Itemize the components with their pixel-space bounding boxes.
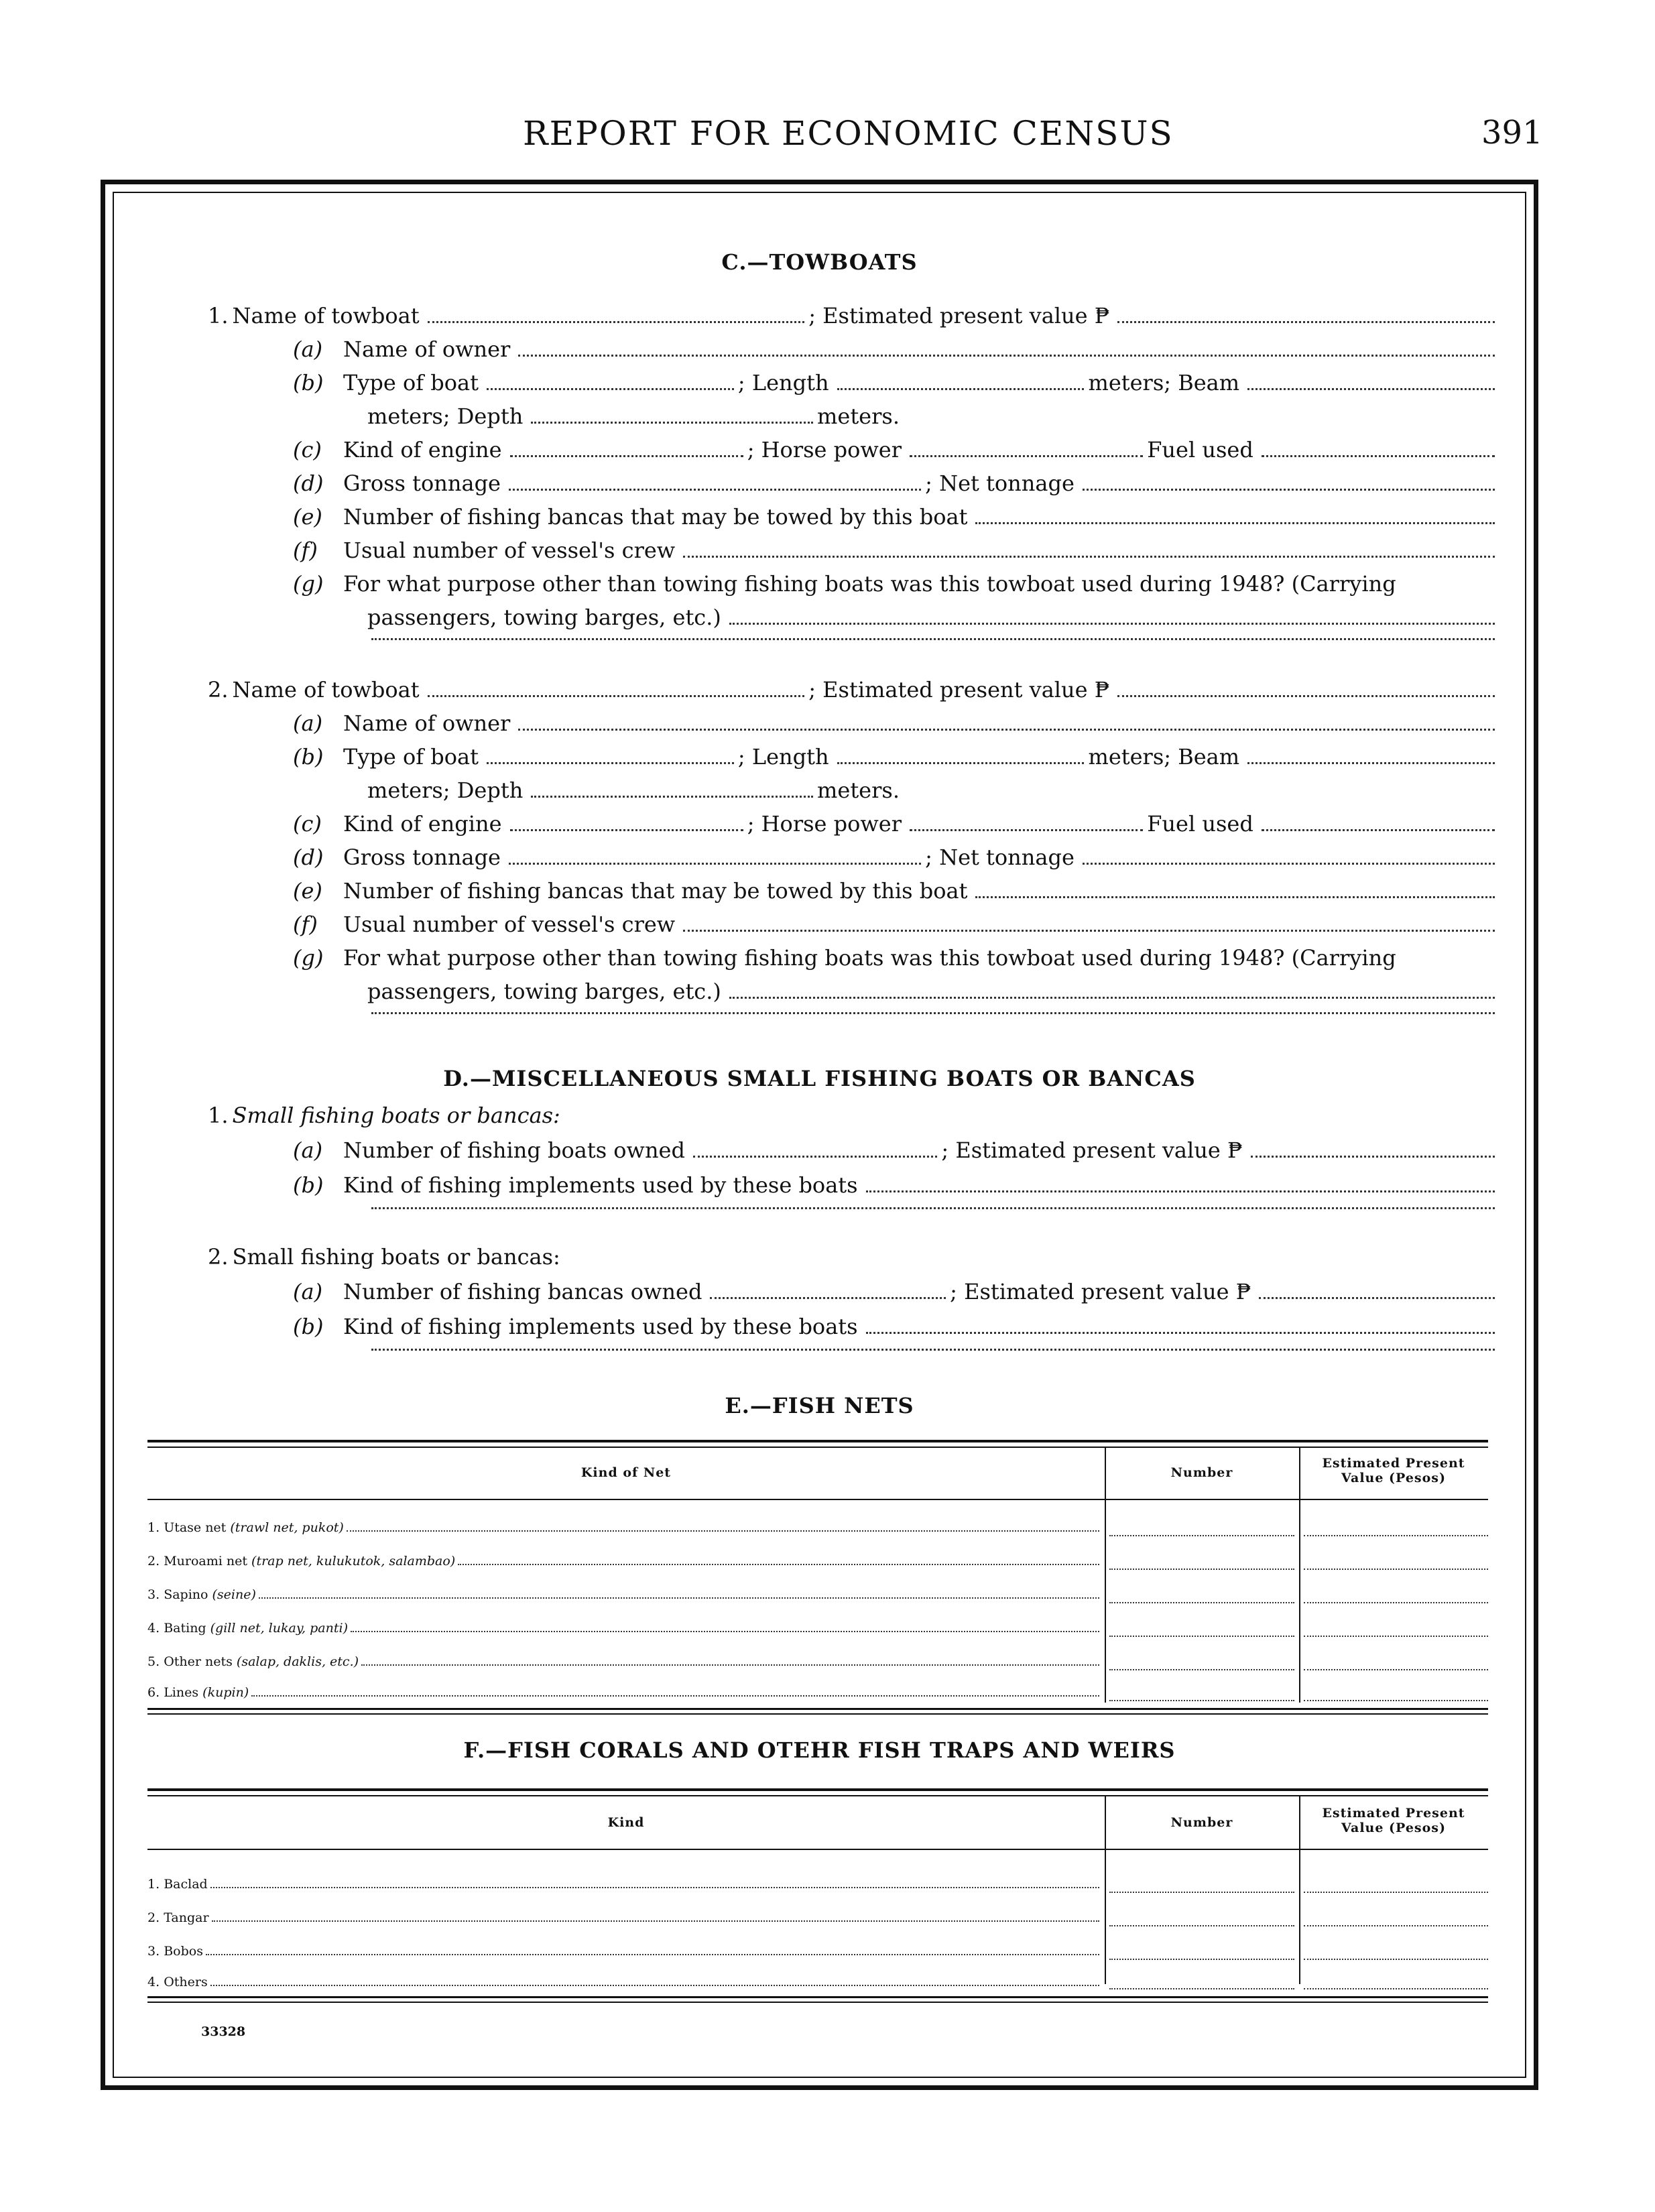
owner-line: [293, 711, 1495, 736]
sub-label: (b): [293, 744, 324, 770]
row-label: Bating: [164, 1621, 206, 1636]
header-line: Value (Pesos): [1341, 1471, 1446, 1485]
engine-kind-field[interactable]: [510, 455, 743, 457]
table-row: [147, 1910, 1099, 1925]
column-header-value: [1299, 1806, 1488, 1835]
item-number: 1.: [208, 303, 229, 328]
row-note: (trawl net, pukot): [230, 1520, 344, 1535]
purpose-field[interactable]: [729, 997, 1495, 999]
item-number: 1.: [208, 1103, 229, 1128]
row-note: (salap, daklis, etc.): [236, 1654, 359, 1669]
bancas-towed-line: [293, 504, 1495, 530]
number-cell[interactable]: [1109, 1535, 1294, 1536]
field-label: Small fishing boats or bancas:: [232, 1244, 560, 1270]
crew-count-field[interactable]: [683, 556, 1495, 558]
purpose-line: [293, 571, 1495, 597]
field-label: Fuel used: [1147, 811, 1253, 837]
field-label: meters.: [817, 404, 900, 429]
small-boats-title: [208, 1244, 1495, 1270]
column-header-kind: Kind: [607, 1815, 645, 1830]
field-label: ; Estimated present value ₱: [808, 303, 1110, 328]
number-cell[interactable]: [1109, 1700, 1294, 1701]
towboat-name-field[interactable]: [428, 321, 805, 323]
tonnage-line: [293, 845, 1495, 870]
row-number: 1.: [147, 1877, 160, 1892]
purpose-extra-field[interactable]: [371, 638, 1495, 640]
row-number: 4.: [147, 1975, 160, 1989]
field-label: ; Net tonnage: [925, 845, 1075, 870]
header-line: Estimated Present: [1322, 1456, 1465, 1471]
depth-field[interactable]: [531, 796, 813, 798]
sub-label: (c): [293, 811, 322, 837]
row-note: (kupin): [202, 1685, 249, 1700]
row-label: Lines: [164, 1685, 199, 1700]
estimated-value-field[interactable]: [1259, 1297, 1495, 1299]
owner-name-field[interactable]: [518, 729, 1495, 731]
towboat-name-line: [208, 677, 1495, 702]
row-label: Utase net: [164, 1520, 227, 1535]
value-cell[interactable]: [1304, 1669, 1488, 1670]
leader-dots: [361, 1664, 1099, 1666]
row-number: 3.: [147, 1587, 160, 1602]
number-cell[interactable]: [1109, 1892, 1294, 1893]
table-row: [147, 1877, 1099, 1892]
row-label: Baclad: [164, 1877, 208, 1892]
column-header-number: Number: [1170, 1465, 1233, 1480]
bancas-owned-line: [293, 1279, 1495, 1304]
section-heading-towboats: C.—TOWBOATS: [721, 249, 918, 275]
fish-nets-table: [147, 1440, 1488, 1708]
purpose-field[interactable]: [729, 623, 1495, 625]
beam-field[interactable]: [1247, 388, 1495, 390]
field-label: ; Estimated present value ₱: [808, 677, 1110, 702]
sub-label: (g): [293, 571, 324, 597]
table-bottom-rule: [147, 1713, 1488, 1715]
table-rule: [147, 1795, 1488, 1796]
field-label: Number of fishing bancas that may be towed by this boat: [343, 504, 968, 530]
purpose-extra-line: [367, 638, 1495, 646]
type-length-line: [293, 744, 1495, 770]
engine-line: [293, 437, 1495, 463]
field-label: Number of fishing bancas owned: [343, 1279, 702, 1304]
row-number: 3.: [147, 1944, 160, 1959]
estimated-value-field[interactable]: [1117, 695, 1495, 697]
implements-extra-field[interactable]: [371, 1207, 1495, 1209]
field-label: Type of boat: [343, 744, 479, 770]
field-label: passengers, towing barges, etc.): [367, 605, 721, 630]
fish-corrals-table: [147, 1788, 1488, 2010]
owner-name-field[interactable]: [518, 355, 1495, 357]
number-cell[interactable]: [1109, 1569, 1294, 1570]
depth-line: [367, 404, 904, 429]
leader-dots: [259, 1597, 1099, 1599]
sub-label: (b): [293, 370, 324, 395]
implements-extra-field[interactable]: [371, 1349, 1495, 1351]
field-label: Small fishing boats or bancas:: [232, 1103, 560, 1128]
column-header-value: [1299, 1456, 1488, 1485]
row-label: Tangar: [164, 1910, 209, 1925]
row-label: Muroami net: [164, 1554, 247, 1569]
running-head: [0, 114, 1655, 161]
row-number: 4.: [147, 1621, 160, 1636]
row-label: Other nets: [164, 1654, 233, 1669]
field-label: Number of fishing bancas that may be towed by this boat: [343, 878, 968, 904]
sub-label: (e): [293, 878, 322, 904]
field-label: meters; Depth: [367, 404, 524, 429]
table-row: [147, 1554, 1099, 1569]
table-row: [147, 1944, 1099, 1959]
field-label: Gross tonnage: [343, 471, 501, 496]
row-note: (gill net, lukay, panti): [210, 1621, 348, 1636]
table-bottom-rule: [147, 2002, 1488, 2003]
section-heading-fish-nets: E.—FISH NETS: [725, 1393, 914, 1418]
row-number: 2.: [147, 1910, 160, 1925]
row-label: Sapino: [164, 1587, 208, 1602]
sub-label: (f): [293, 912, 318, 937]
column-header-number: Number: [1170, 1815, 1233, 1830]
sub-label: (b): [293, 1314, 324, 1339]
estimated-value-field[interactable]: [1117, 321, 1495, 323]
bancas-owned-field[interactable]: [710, 1297, 946, 1299]
header-rule: [147, 1849, 1488, 1850]
field-label: Kind of engine: [343, 811, 502, 837]
towboat-name-line: [208, 303, 1495, 328]
table-bottom-rule: [147, 1708, 1488, 1710]
towboat-name-field[interactable]: [428, 695, 805, 697]
crew-line: [293, 538, 1495, 563]
page-number: 391: [1481, 114, 1543, 151]
sub-label: (g): [293, 945, 324, 971]
field-label: meters; Beam: [1088, 744, 1240, 770]
field-label: Usual number of vessel's crew: [343, 912, 676, 937]
type-length-line: [293, 370, 1495, 395]
number-cell[interactable]: [1109, 1988, 1294, 1989]
beam-field[interactable]: [1247, 762, 1495, 764]
leader-dots: [351, 1631, 1099, 1632]
row-number: 5.: [147, 1654, 160, 1669]
field-label: Kind of fishing implements used by these boats: [343, 1314, 858, 1339]
sub-label: (a): [293, 711, 323, 736]
purpose-line: [293, 945, 1495, 971]
purpose-continued-line: [367, 605, 1495, 630]
implements-extra-line: [367, 1349, 1495, 1356]
field-label: Gross tonnage: [343, 845, 501, 870]
sub-label: (b): [293, 1172, 324, 1198]
leader-dots: [251, 1695, 1099, 1697]
engine-kind-field[interactable]: [510, 829, 743, 831]
field-label: Name of towboat: [232, 677, 420, 702]
boats-owned-line: [293, 1138, 1495, 1163]
item-number: 2.: [208, 1244, 229, 1270]
sub-label: (f): [293, 538, 318, 563]
engine-line: [293, 811, 1495, 837]
value-cell[interactable]: [1304, 1569, 1488, 1570]
fuel-used-field[interactable]: [1262, 455, 1495, 457]
column-header-kind: Kind of Net: [580, 1465, 672, 1480]
horse-power-field[interactable]: [910, 829, 1143, 831]
fuel-used-field[interactable]: [1262, 829, 1495, 831]
field-label: ; Length: [737, 744, 829, 770]
field-label: Kind of engine: [343, 437, 502, 463]
value-cell[interactable]: [1304, 1700, 1488, 1701]
number-cell[interactable]: [1109, 1669, 1294, 1670]
field-label: ; Estimated present value ₱: [941, 1138, 1243, 1163]
field-label: ; Horse power: [747, 811, 902, 837]
boat-type-field[interactable]: [487, 388, 734, 390]
field-label: ; Net tonnage: [925, 471, 1075, 496]
table-rule: [147, 1788, 1488, 1791]
field-label: ; Estimated present value ₱: [950, 1279, 1251, 1304]
sub-label: (a): [293, 1138, 323, 1163]
length-field[interactable]: [837, 388, 1085, 390]
estimated-value-field[interactable]: [1251, 1156, 1495, 1158]
boats-owned-field[interactable]: [693, 1156, 937, 1158]
table-bottom-rule: [147, 1996, 1488, 1998]
field-label: meters.: [817, 778, 900, 803]
net-tonnage-field[interactable]: [1083, 863, 1495, 865]
gross-tonnage-field[interactable]: [509, 863, 921, 865]
field-label: Number of fishing boats owned: [343, 1138, 685, 1163]
table-row: [147, 1520, 1099, 1535]
bancas-towed-line: [293, 878, 1495, 904]
tonnage-line: [293, 471, 1495, 496]
leader-dots: [206, 1954, 1099, 1955]
bancas-towed-field[interactable]: [975, 522, 1495, 524]
field-label: meters; Beam: [1088, 370, 1240, 395]
value-cell[interactable]: [1304, 1602, 1488, 1603]
row-number: 1.: [147, 1520, 160, 1535]
leader-dots: [210, 1985, 1099, 1986]
field-label: Name of owner: [343, 711, 511, 736]
implements-field[interactable]: [866, 1190, 1495, 1192]
row-note: (seine): [212, 1587, 256, 1602]
row-label: Others: [164, 1975, 208, 1989]
sub-label: (d): [293, 471, 324, 496]
value-cell[interactable]: [1304, 1636, 1488, 1637]
table-rule: [147, 1440, 1488, 1442]
field-label: ; Horse power: [747, 437, 902, 463]
table-row: [147, 1621, 1099, 1636]
sub-label: (a): [293, 336, 323, 362]
implements-line: [293, 1314, 1495, 1339]
crew-line: [293, 912, 1495, 937]
page-running-title: REPORT FOR ECONOMIC CENSUS: [523, 114, 1174, 153]
table-row: [147, 1975, 1099, 1989]
leader-dots: [210, 1887, 1099, 1888]
field-label: meters; Depth: [367, 778, 524, 803]
table-row: [147, 1654, 1099, 1669]
sub-label: (d): [293, 845, 324, 870]
header-rule: [147, 1499, 1488, 1500]
field-label: passengers, towing barges, etc.): [367, 979, 721, 1004]
purpose-extra-field[interactable]: [371, 1012, 1495, 1014]
field-label: Fuel used: [1147, 437, 1253, 463]
table-row: [147, 1587, 1099, 1602]
leader-dots: [458, 1564, 1099, 1565]
value-cell[interactable]: [1304, 1925, 1488, 1926]
field-label: For what purpose other than towing fishing boats was this towboat used during 1948? (Carrying: [343, 571, 1396, 597]
table-row: [147, 1685, 1099, 1700]
header-line: Value (Pesos): [1341, 1821, 1446, 1835]
field-label: Kind of fishing implements used by these boats: [343, 1172, 858, 1198]
table-rule: [147, 1447, 1488, 1448]
field-label: ; Length: [737, 370, 829, 395]
value-cell[interactable]: [1304, 1959, 1488, 1960]
row-number: 2.: [147, 1554, 160, 1569]
field-label: Type of boat: [343, 370, 479, 395]
depth-line: [367, 778, 904, 803]
net-tonnage-field[interactable]: [1083, 489, 1495, 491]
row-note: (trap net, kulukutok, salambao): [251, 1554, 456, 1569]
item-number: 2.: [208, 677, 229, 702]
number-cell[interactable]: [1109, 1636, 1294, 1637]
field-label: For what purpose other than towing fishing boats was this towboat used during 1948? (Carrying: [343, 945, 1396, 971]
implements-line: [293, 1172, 1495, 1198]
section-heading-fish-corrals: F.—FISH CORALS AND OTEHR FISH TRAPS AND WEIRS: [463, 1737, 1176, 1763]
implements-extra-line: [367, 1207, 1495, 1215]
length-field[interactable]: [837, 762, 1085, 764]
crew-count-field[interactable]: [683, 930, 1495, 932]
field-label: Usual number of vessel's crew: [343, 538, 676, 563]
sub-label: (e): [293, 504, 322, 530]
row-number: 6.: [147, 1685, 160, 1700]
column-divider: [1105, 1447, 1106, 1703]
value-cell[interactable]: [1304, 1892, 1488, 1893]
implements-field[interactable]: [866, 1332, 1495, 1334]
small-boats-title: [208, 1103, 1495, 1128]
sub-label: (c): [293, 437, 322, 463]
bancas-towed-field[interactable]: [975, 896, 1495, 898]
depth-field[interactable]: [531, 422, 813, 424]
horse-power-field[interactable]: [910, 455, 1143, 457]
boat-type-field[interactable]: [487, 762, 734, 764]
field-label: Name of towboat: [232, 303, 420, 328]
purpose-extra-line: [367, 1012, 1495, 1020]
row-label: Bobos: [164, 1944, 203, 1959]
field-label: Name of owner: [343, 336, 511, 362]
number-cell[interactable]: [1109, 1602, 1294, 1603]
value-cell[interactable]: [1304, 1535, 1488, 1536]
leader-dots: [347, 1530, 1099, 1532]
section-heading-small-boats: D.—MISCELLANEOUS SMALL FISHING BOATS OR BANCAS: [443, 1066, 1196, 1091]
header-line: Estimated Present: [1322, 1806, 1465, 1821]
gross-tonnage-field[interactable]: [509, 489, 921, 491]
sub-label: (a): [293, 1279, 323, 1304]
form-code: 33328: [201, 2024, 246, 2039]
owner-line: [293, 336, 1495, 362]
number-cell[interactable]: [1109, 1959, 1294, 1960]
value-cell[interactable]: [1304, 1988, 1488, 1989]
purpose-continued-line: [367, 979, 1495, 1004]
number-cell[interactable]: [1109, 1925, 1294, 1926]
leader-dots: [212, 1920, 1099, 1922]
